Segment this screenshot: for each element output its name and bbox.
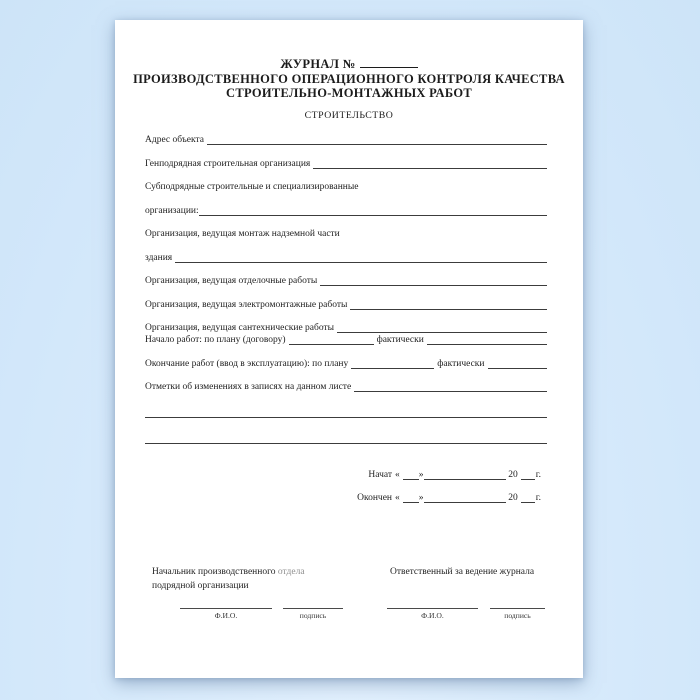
month-blank bbox=[424, 501, 507, 503]
field-label: Организация, ведущая сантехнические работы bbox=[145, 323, 335, 333]
blank-line bbox=[427, 343, 547, 345]
field-label: Окончание работ (ввод в эксплуатацию): по плану bbox=[145, 358, 349, 369]
right-signatory-role: Ответственный за ведение журнала bbox=[390, 567, 535, 577]
form-row-work-finish bbox=[145, 345, 547, 369]
blank-line bbox=[337, 331, 547, 333]
field-label-actual: фактически bbox=[437, 358, 485, 369]
field-label: организации: bbox=[145, 205, 199, 216]
form-row-address bbox=[145, 122, 547, 146]
field-label: Организация, ведущая отделочные работы bbox=[145, 276, 318, 286]
left-role-line1 bbox=[152, 566, 342, 580]
form-row-subcontractors-caption bbox=[145, 169, 547, 193]
year-prefix: 20 bbox=[508, 469, 518, 480]
form-row-finishing-works bbox=[145, 263, 547, 287]
left-signature-lines bbox=[180, 608, 343, 620]
right-signature-lines bbox=[387, 608, 545, 620]
left-signatory-role bbox=[152, 566, 342, 593]
date-started-row bbox=[345, 456, 541, 480]
title-block bbox=[115, 57, 583, 123]
journal-number-blank bbox=[360, 57, 418, 68]
blank-line bbox=[351, 367, 434, 369]
field-label: Отметки об изменениях в записях на данном листе bbox=[145, 382, 352, 392]
form-row-electrical-works bbox=[145, 286, 547, 310]
blank-line bbox=[488, 367, 547, 369]
form-row-plumbing-works bbox=[145, 310, 547, 334]
field-label: здания bbox=[145, 252, 173, 263]
journal-title-prefix: ЖУРНАЛ № bbox=[280, 57, 356, 71]
field-label: Адрес объекта bbox=[145, 135, 204, 145]
journal-dates-block bbox=[345, 456, 541, 503]
field-label: Организация, ведущая электромонтажные работы bbox=[145, 299, 348, 310]
journal-title-line1 bbox=[115, 57, 583, 72]
blank-line bbox=[320, 284, 547, 286]
blank-line bbox=[313, 167, 547, 169]
form-row-work-start bbox=[145, 333, 547, 345]
open-quote: « bbox=[395, 493, 400, 503]
form-row-change-notes bbox=[145, 369, 547, 393]
form-row-superstructure-caption bbox=[145, 216, 547, 240]
blank-line bbox=[354, 390, 547, 392]
date-finished-row bbox=[345, 480, 541, 504]
year-blank bbox=[521, 478, 535, 480]
form-fields bbox=[145, 122, 547, 445]
signature-line: подпись bbox=[490, 608, 545, 620]
form-row-building bbox=[145, 239, 547, 263]
open-quote: « bbox=[395, 469, 400, 480]
name-signature-line: Ф.И.О. bbox=[180, 608, 272, 620]
form-row-blank bbox=[145, 392, 547, 418]
year-blank bbox=[521, 501, 535, 503]
close-quote: » bbox=[418, 469, 424, 480]
blank-line bbox=[145, 442, 547, 444]
field-label: Генподрядная строительная организация bbox=[145, 158, 311, 169]
year-suffix: г. bbox=[535, 493, 541, 503]
left-role-text: Начальник производственного bbox=[152, 567, 276, 577]
form-row-general-contractor bbox=[145, 145, 547, 169]
blank-line bbox=[289, 343, 374, 345]
name-signature-line: Ф.И.О. bbox=[387, 608, 478, 620]
field-label-actual: фактически bbox=[376, 335, 424, 345]
date-finished-label: Окончен bbox=[357, 493, 392, 503]
journal-title-line2: ПРОИЗВОДСТВЕННОГО ОПЕРАЦИОННОГО КОНТРОЛЯ КАЧЕСТВА bbox=[133, 71, 565, 86]
date-started-label: Начат bbox=[368, 469, 392, 480]
blank-line bbox=[145, 416, 547, 418]
journal-subtitle: СТРОИТЕЛЬСТВО bbox=[304, 109, 394, 121]
left-role-text-light: отдела bbox=[277, 567, 305, 577]
day-blank bbox=[403, 478, 419, 480]
day-blank bbox=[403, 501, 419, 503]
left-role-line2: подрядной организации bbox=[152, 580, 249, 591]
field-label: Субподрядные строительные и специализированные bbox=[145, 182, 359, 192]
blank-line bbox=[207, 143, 547, 145]
blank-line bbox=[350, 308, 547, 310]
journal-title-line3: СТРОИТЕЛЬНО-МОНТАЖНЫХ РАБОТ bbox=[226, 86, 472, 100]
form-row-organizations bbox=[145, 192, 547, 216]
field-label: Организация, ведущая монтаж надземной части bbox=[145, 229, 340, 239]
month-blank bbox=[424, 478, 507, 480]
close-quote: » bbox=[418, 493, 424, 503]
year-suffix: г. bbox=[535, 469, 541, 480]
signature-line: подпись bbox=[283, 608, 343, 620]
form-row-blank bbox=[145, 418, 547, 444]
field-label: Начало работ: по плану (договору) bbox=[145, 335, 286, 345]
blank-line bbox=[175, 261, 547, 263]
year-prefix: 20 bbox=[508, 493, 518, 503]
blank-line bbox=[199, 214, 547, 216]
document-page bbox=[115, 20, 583, 678]
